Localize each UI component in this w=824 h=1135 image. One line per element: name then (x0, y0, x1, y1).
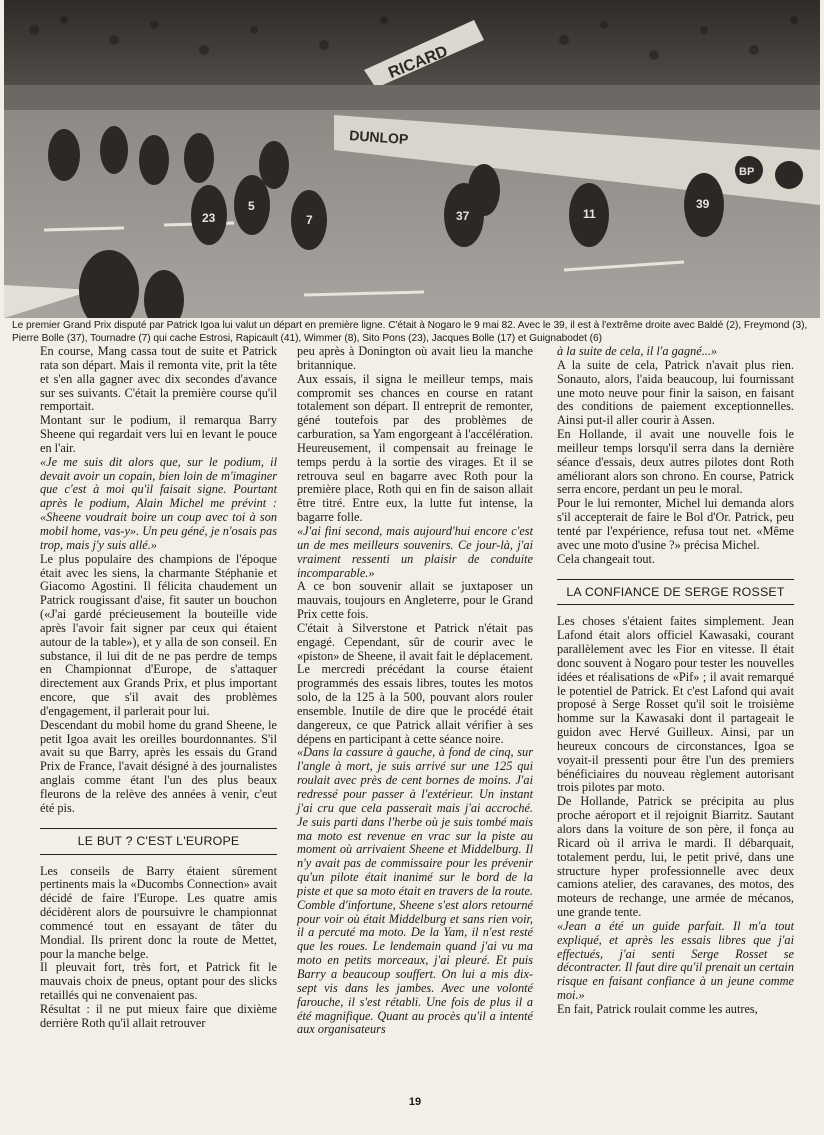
bike-number: 39 (696, 197, 710, 211)
paragraph: De Hollande, Patrick se précipita au plus proche aéroport et il rejoignit Biarritz. Sautant alors dans la voiture de son père, il fonça au Ricard où il arriva le mardi. Il débarquait, totalement perdu, lui, le petit privé, dans une structure hyper professionnelle avec deux camions atelier, des caravanes, des motos, des moteurs de rechange, une armée de mécanos, une grande tente. (557, 794, 794, 920)
dunlop-sign-text: DUNLOP (348, 127, 409, 148)
paragraph: Cela changeait tout. (557, 551, 655, 566)
photo-caption: Le premier Grand Prix disputé par Patrick Igoa lui valut un départ en première ligne. C'était à Nogaro le 9 mai 82. Avec le 39, il est à l'extrême droite avec Baldé (2), Freymond (3), Pierre Bolle (37), Tournadre (7) qui cache Estrosi, Rapicault (41), Wimmer (8), Sito Pons (23), Jacques Bolle (17) et Guignabodet (6) (12, 320, 808, 344)
paragraph: A la suite de cela, Patrick n'avait plus rien. Sonauto, alors, l'aida beaucoup, lui fournissant une moto neuve pour finir la saison, en faisant des conditions de paiement exceptionnelles. Ainsi put-il aller courir à Assen. (557, 357, 794, 428)
section-heading: LE BUT ? C'EST L'EUROPE (40, 828, 277, 855)
quote-paragraph: «J'ai fini second, mais aujourd'hui encore c'est un de mes meilleurs souvenirs. Ce jour-là, j'ai vraiment ressenti un plaisir de conduite incomparable.» (297, 523, 533, 580)
paragraph: En course, Mang cassa tout de suite et Patrick rata son départ. Mais il remonta vite, prit la tête et s'en alla gagner avec dix secondes d'avance sur ses suivants. C'était la première course qu'il remportait. (40, 344, 277, 414)
paragraph: Les conseils de Barry étaient sûrement pertinents mais la «Ducombs Connection» avait décidé de faire l'Europe. Les quatre amis décidèrent alors de poursuivre le championnat commencé tout en essayant de tâter du Mondial. Ils prirent donc la route de Mettet, pour la manche belge. (40, 863, 277, 961)
paragraph: Descendant du mobil home du grand Sheene, le petit Igoa avait les oreilles bourdonnantes. S'il avait su que Barry, après les essais du Grand Prix de France, l'avait désigné à des journalistes anglais comme étant l'un des plus beaux fleurons de la relève des années à venir, c'eut été pis. (40, 717, 277, 815)
quote-paragraph: «Dans la cassure à gauche, à fond de cinq, sur l'angle à mort, je suis arrivé sur une 125 qui roulait avec près de cent bornes de moins. J'ai redressé pour passer à l'extérieur. Un instant j'ai cru que cela passerait mais j'ai accroché. Je suis parti dans l'herbe où je suis tombé mais ma moto est revenue en vrac sur la piste au moment où arrivaient Sheene et Middelburg. Il n'y avait pas de commissaire pour les prévenir qu'un pilote était inanimé sur le bord de la piste et que sa moto était en travers de la route. Comble d'infortune, Sheene s'est alors retourné pour voir où était Middelburg et sans rien voir, il a percuté ma moto. De la Yam, il n'est resté que les roues. Le lendemain quand j'ai vu ma moto en petits morceaux, j'ai pleuré. Et puis Barry a beaucoup souffert. On lui a mis dix-sept vis dans les jambes. Avec une volonté farouche, il s'est rétabli. Une fois de plus il a été magnifique. Quant au procès qu'il a intenté aux organisateurs (297, 745, 533, 1037)
paragraph: Montant sur le podium, il remarqua Barry Sheene qui regardait vers lui en levant le pouce en l'air. (40, 413, 277, 455)
bike-number: 7 (306, 213, 313, 227)
ricard-sign-text: RICARD (386, 42, 451, 83)
article-column-3 (557, 345, 794, 1017)
quote-paragraph: «Je me suis dit alors que, sur le podium, il devait avoir un copain, bien loin de m'imaginer que c'est à moi qu'il faisait signe. Pourtant après le podium, Alain Michel me prévint : «Sheene voudrait boire un coup avec toi à son mobil home, vas-y». Un peu géné, je n'osais pas trop, mais j'y suis allé.» (40, 454, 277, 552)
paragraph: C'était à Silverstone et Patrick n'était pas engagé. Cependant, sûr de courir avec le «piston» de Sheene, il avait fait le déplacement. Le mercredi précédant la course étaient programmés des essais libres, toutes les motos solo, de la 125 à la 500, pouvant alors rouler ensemble. Inutile de dire que le procédé était dangereux, ce que Patrick allait vérifier à ses dépens en participant à cette séance noire. (297, 620, 533, 746)
article-column-1 (40, 345, 277, 1031)
paragraph: En fait, Patrick roulait comme les autres, (557, 1001, 758, 1016)
section-heading: LA CONFIANCE DE SERGE ROSSET (557, 579, 794, 606)
paragraph: Aux essais, il signa le meilleur temps, mais compromit ses chances en course en ratant totalement son départ. Il entreprit de remonter, géné toutefois par des problèmes de carburation, sa Yam engorgeant à l'accélération. Heureusement, il compensait au freinage le temps perdu à la sortie des virages. Et il se retrouva seul en bagarre avec Roth pour la première place, Roth qui en fin de saison allait être titré. Entre eux, la lutte fut intense, la bagarre folle. (297, 371, 533, 525)
article-column-2 (297, 345, 533, 1037)
paragraph: A ce bon souvenir allait se juxtaposer un mauvais, toujours en Angleterre, pour le Grand Prix cette fois. (297, 579, 533, 622)
paragraph: Le plus populaire des champions de l'époque était avec les siens, la charmante Stéphanie et Giacomo Agostini. Il félicita chaudement un Patrick rougissant d'aise, fit sauter un bouchon («J'ai gardé précieusement la bouteille vide après l'avoir fait signer par ceux qui étaient autour de la table»), et y alla de son conseil. En substance, il lui dit de ne pas perdre de temps en Championnat d'Europe, de s'attaquer directement aux Grands Prix, et plus important encore, que s'il avait des problèmes d'engagement, il parlerait pour lui. (40, 551, 277, 718)
paragraph: Résultat : il ne put mieux faire que dixième derrière Roth qu'il allait retrouver (40, 1001, 277, 1030)
paragraph: peu après à Donington où avait lieu la manche britannique. (297, 344, 533, 372)
page-number: 19 (408, 1096, 422, 1108)
paragraph: Il pleuvait fort, très fort, et Patrick fit le mauvais choix de pneus, optant pour des slicks retaillés qui ne convenaient pas. (40, 960, 277, 1003)
bike-number: 23 (202, 211, 216, 225)
quote-paragraph: à la suite de cela, il l'a gagné...» (557, 344, 718, 358)
paragraph: Pour le lui remonter, Michel lui demanda alors s'il accepterait de faire le Bol d'Or. Patrick, peu tenté par l'expérience, refusa tout net. «Même avec une moto d'usine ?» précisa Michel. (557, 496, 794, 552)
race-start-photo (4, 0, 820, 318)
bike-number: 11 (583, 207, 596, 221)
bp-sign-text: BP (739, 166, 755, 178)
paragraph: En Hollande, il avait une nouvelle fois le meilleur temps lorsqu'il serra dans la dernière séance d'essais, deux autres pilotes dont Roth améliorant alors son chrono. En course, Patrick serra encore, perdant un peu le moral. (557, 427, 794, 497)
bike-number: 37 (456, 209, 470, 223)
paragraph: Les choses s'étaient faites simplement. Jean Lafond était alors officiel Kawasaki, courant parallèlement avec les Fior en vitesse. Il était donc souvent à Nogaro pour tester les nouvelles idées et réalisations de «Pif» ; il avait remarqué le potentiel de Patrick. Et c'est Lafond qui avait proposé à Serge Rosset qu'il soit le troisième homme sur la Kawasaki dont il partageait le guidon avec Hervé Guilleux. Ainsi, par un heureux concours de circonstances, Igoa se voyait-il pressenti pour être l'un des premiers bénéficiaires du nouveau règlement autorisant trois pilotes par moto. (557, 614, 794, 795)
bike-number: 5 (248, 199, 255, 213)
quote-paragraph: «Jean a été un guide parfait. Il m'a tout expliqué, et après les essais libres que j'ai effectués, j'ai senti Serge Rosset se décontracter. Il faut dire qu'il prenait un certain risque en faisant confiance à un jeune comme moi.» (557, 918, 794, 1003)
